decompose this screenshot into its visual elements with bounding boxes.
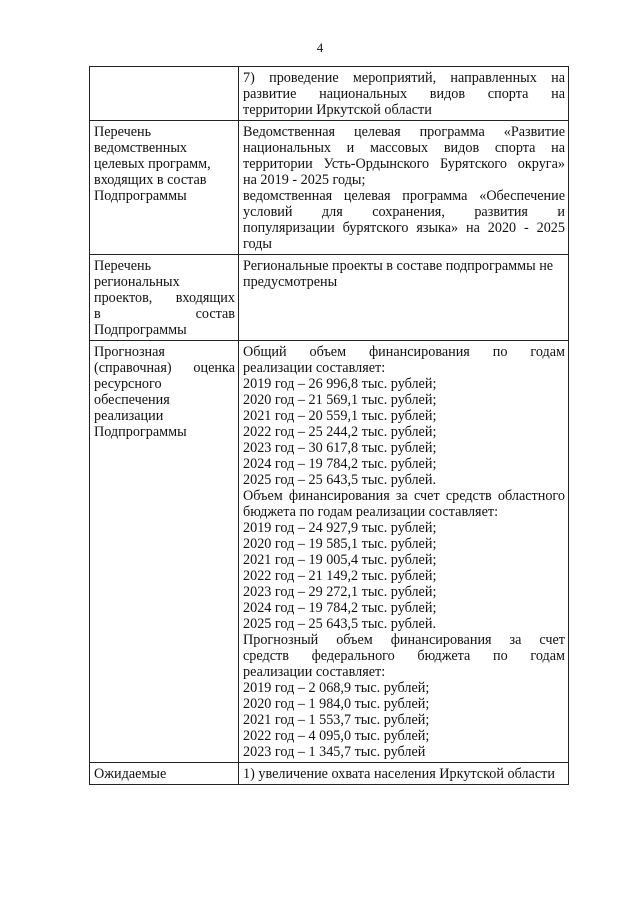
- row-content-line: 2020 год – 21 569,1 тыс. рублей;: [243, 392, 437, 408]
- row-label-line: Перечень: [94, 124, 152, 140]
- row-content-line: условий для сохранения, развития и: [243, 204, 565, 220]
- row-label-line: ресурсного: [94, 376, 162, 392]
- row-content-line: Региональные проекты в составе подпрограммы не: [243, 258, 554, 274]
- row-content-line: национальных и массовых видов спорта на: [243, 140, 565, 156]
- row-label-line: региональных: [94, 274, 180, 290]
- row-label-line: входящих в состав: [94, 172, 207, 188]
- row-content-line: предусмотрены: [243, 274, 338, 290]
- row-label-line: Подпрограммы: [94, 424, 187, 440]
- row-content-line: Объем финансирования за счет средств областного: [243, 488, 565, 504]
- table-row: [90, 121, 569, 255]
- row-content-line: 2020 год – 19 585,1 тыс. рублей;: [243, 536, 437, 552]
- subprogram-passport-table: [89, 66, 569, 785]
- row-content-line: реализации составляет:: [243, 360, 386, 376]
- row-label-line: реализации: [94, 408, 164, 424]
- row-label-line: Подпрограммы: [94, 188, 187, 204]
- row-content-line: 2021 год – 19 005,4 тыс. рублей;: [243, 552, 437, 568]
- row-content-line: территории Иркутской области: [243, 102, 432, 118]
- row-label-line: целевых программ,: [94, 156, 211, 172]
- row-content-line: Общий объем финансирования по годам: [243, 344, 565, 360]
- row-content-line: бюджета по годам реализации составляет:: [243, 504, 499, 520]
- row-content-line: годы: [243, 236, 272, 252]
- row-content-line: 2019 год – 24 927,9 тыс. рублей;: [243, 520, 437, 536]
- row-label-line: ведомственных: [94, 140, 187, 156]
- row-content-line: 2021 год – 20 559,1 тыс. рублей;: [243, 408, 437, 424]
- table-row: [90, 763, 569, 785]
- row-content-line: 2022 год – 21 149,2 тыс. рублей;: [243, 568, 437, 584]
- row-label-cell: [90, 341, 239, 763]
- row-content-line: на 2019 - 2025 годы;: [243, 172, 366, 188]
- row-label-line: проектов, входящих: [94, 290, 235, 306]
- row-content-line: 2024 год – 19 784,2 тыс. рублей;: [243, 600, 437, 616]
- row-label-cell: [90, 763, 239, 785]
- row-content-line: 2022 год – 25 244,2 тыс. рублей;: [243, 424, 437, 440]
- row-label-line: Подпрограммы: [94, 322, 187, 338]
- row-content-line: 2022 год – 4 095,0 тыс. рублей;: [243, 728, 430, 744]
- row-label-line: Перечень: [94, 258, 152, 274]
- row-content-line: средств федерального бюджета по годам: [243, 648, 565, 664]
- page-number: 4: [316, 40, 324, 55]
- row-label-line: обеспечения: [94, 392, 170, 408]
- row-content-line: 1) увеличение охвата населения Иркутской области: [243, 766, 555, 782]
- row-content-line: 2023 год – 29 272,1 тыс. рублей;: [243, 584, 437, 600]
- table-row: [90, 255, 569, 341]
- row-content-line: 2023 год – 1 345,7 тыс. рублей: [243, 744, 426, 760]
- row-content-line: развитие национальных видов спорта на: [243, 86, 565, 102]
- row-content-line: 2021 год – 1 553,7 тыс. рублей;: [243, 712, 430, 728]
- row-content-line: 2019 год – 2 068,9 тыс. рублей;: [243, 680, 430, 696]
- row-label-line: в состав: [94, 306, 235, 322]
- row-content-line: 2024 год – 19 784,2 тыс. рублей;: [243, 456, 437, 472]
- row-content-line: Ведомственная целевая программа «Развитие: [243, 124, 565, 140]
- row-content-cell: [239, 67, 569, 121]
- row-content-line: 2020 год – 1 984,0 тыс. рублей;: [243, 696, 430, 712]
- row-content-line: территории Усть-Ордынского Бурятского округа»: [243, 156, 565, 172]
- row-content-cell: [239, 763, 569, 785]
- row-content-line: ведомственная целевая программа «Обеспечение: [243, 188, 565, 204]
- row-content-line: 2025 год – 25 643,5 тыс. рублей.: [243, 472, 436, 488]
- table-body: [90, 67, 569, 785]
- row-content-cell: [239, 341, 569, 763]
- table-row: [90, 67, 569, 121]
- row-content-line: 2025 год – 25 643,5 тыс. рублей.: [243, 616, 436, 632]
- row-label-line: (справочная) оценка: [94, 360, 235, 376]
- row-content-line: Прогнозный объем финансирования за счет: [243, 632, 565, 648]
- row-content-cell: [239, 255, 569, 341]
- row-label-cell: [90, 255, 239, 341]
- row-content-line: популяризации бурятского языка» на 2020 - 2025: [243, 220, 565, 236]
- row-label-line: Прогнозная: [94, 344, 165, 360]
- row-label-line: Ожидаемые: [94, 766, 167, 782]
- row-content-cell: [239, 121, 569, 255]
- row-label-cell: [90, 67, 239, 121]
- table-row: [90, 341, 569, 763]
- row-content-line: 2023 год – 30 617,8 тыс. рублей;: [243, 440, 437, 456]
- row-content-line: 2019 год – 26 996,8 тыс. рублей;: [243, 376, 437, 392]
- row-content-line: реализации составляет:: [243, 664, 386, 680]
- row-label-cell: [90, 121, 239, 255]
- row-content-line: 7) проведение мероприятий, направленных на: [243, 70, 565, 86]
